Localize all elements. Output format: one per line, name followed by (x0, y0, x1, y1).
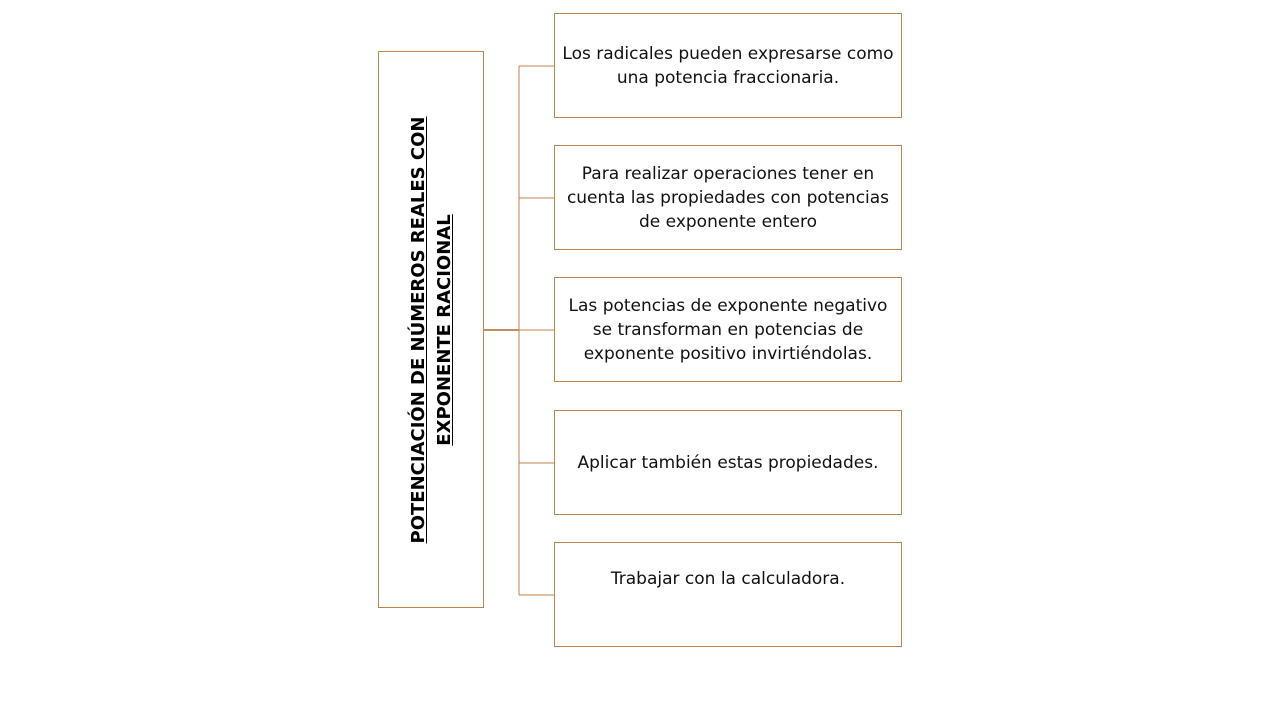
child-node-aplicar-propiedades (554, 410, 902, 515)
child-node-operaciones (554, 145, 902, 250)
child-node-calculadora (554, 542, 902, 647)
root-node-label: POTENCIACIÓN DE NÚMEROS REALES CON EXPONENTE RACIONAL (408, 116, 455, 544)
child-node-label: Aplicar también estas propiedades. (577, 452, 879, 473)
child-node-label: Los radicales pueden expresarse como una potencia fraccionaria. (562, 43, 894, 88)
child-node-radicales (554, 13, 902, 118)
child-node-label: Para realizar operaciones tener en cuenta las propiedades con potencias de exponente entero (566, 163, 890, 232)
root-node (378, 51, 484, 608)
child-node-label: Trabajar con la calculadora. (610, 569, 846, 589)
child-node-label: Las potencias de exponente negativo se transforman en potencias de exponente positivo invirtiéndolas. (568, 295, 888, 364)
child-node-exponente-negativo (554, 277, 902, 382)
